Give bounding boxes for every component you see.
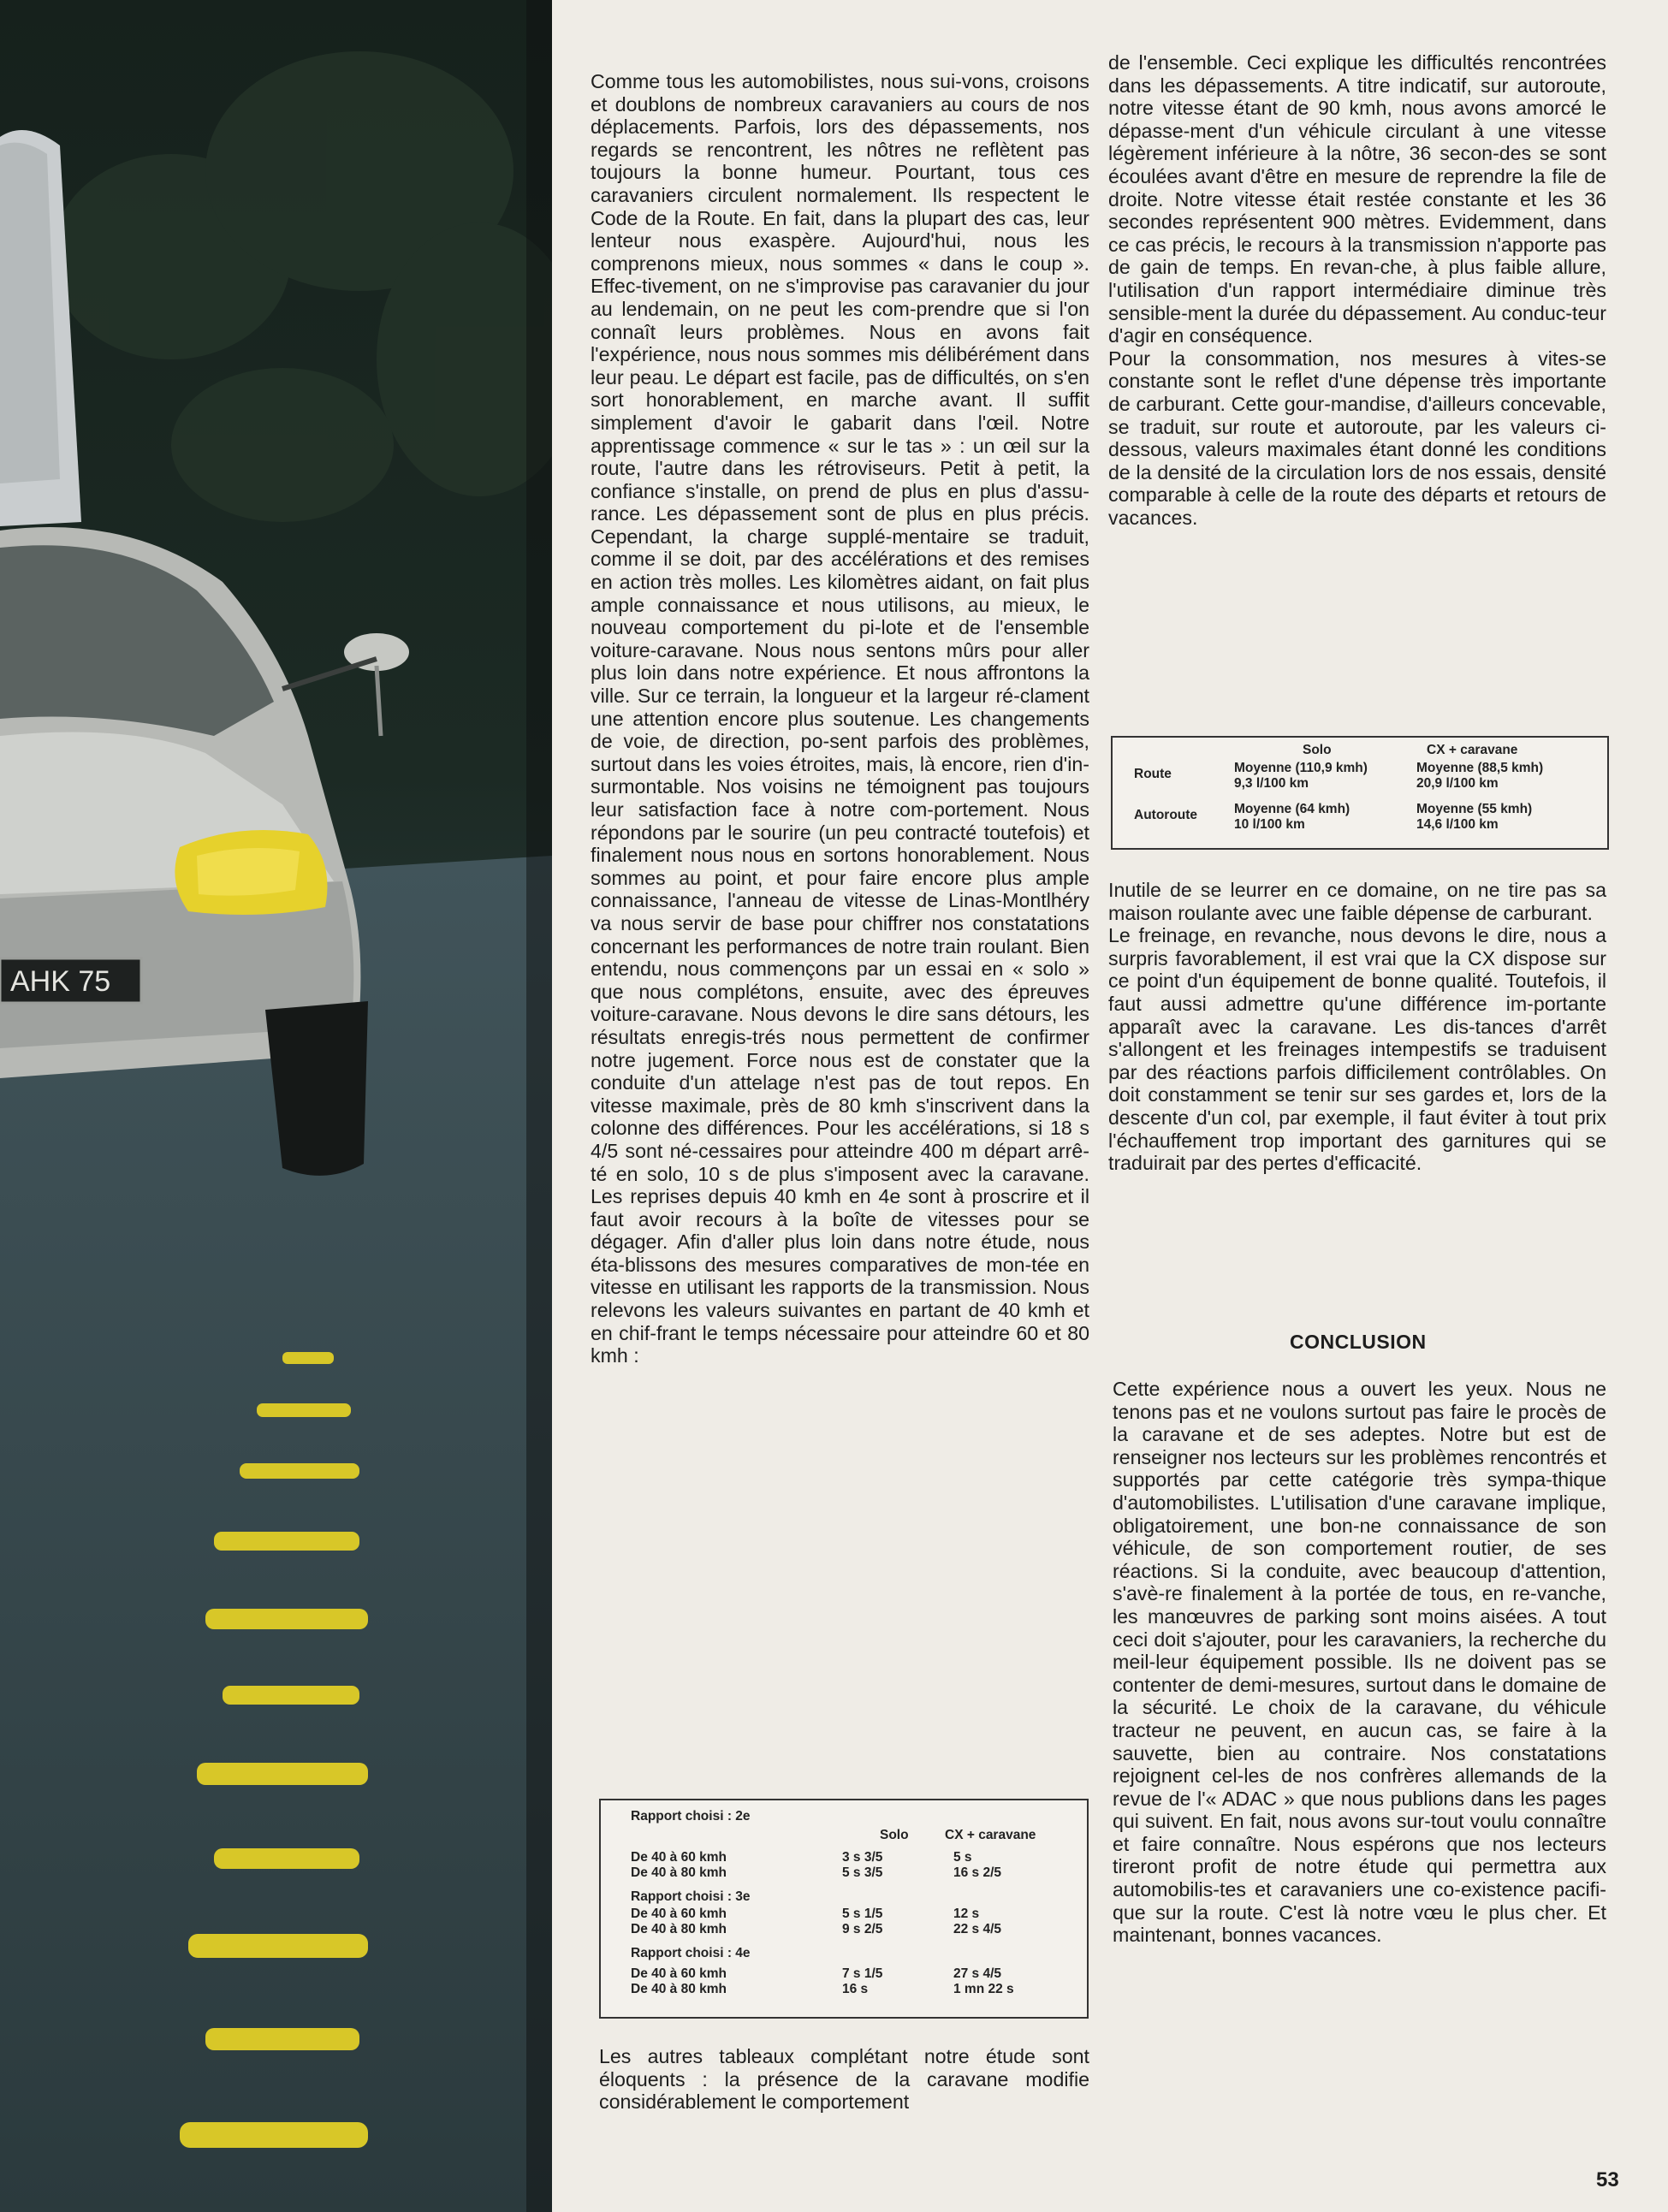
group-title: Rapport choisi : 4e [631,1946,751,1960]
row-label: De 40 à 60 kmh [631,1966,727,1981]
row-label: De 40 à 60 kmh [631,1907,727,1921]
row-solo: 3 s 3/5 [842,1850,883,1865]
row-cx: 16 s 2/5 [953,1865,1002,1880]
row-solo-consumption: 10 l/100 km [1234,817,1305,832]
article-paragraph: de l'ensemble. Ceci explique les difficultés rencontrées dans les dépassements. A titre indicatif, sur autoroute, notre vitesse étant de 90 kmh, nous avons amorcé le dépasse-ment d'un véhicule circulant à une vitesse légèrement inférieure à la nôtre, 36 secon-des se sont écoulées avant d'être en mesure de reprendre la file de droite. Notre vitesse était restée constante et les 36 secondes représentent 900 mètres. Evidemment, dans ce cas précis, le recours à la transmission n'apporte pas de gain de temps. En revan-che, à plus faible allure, l'utilisation d'un rapport intermédiaire diminue très sensible-ment la durée du dépassement. Au conduc-teur d'agir en conséquence. [1108,51,1606,347]
col-header-solo: Solo [880,1828,909,1842]
conclusion-heading: CONCLUSION [1290,1331,1427,1353]
row-solo: 5 s 3/5 [842,1865,883,1880]
row-solo: 5 s 1/5 [842,1907,883,1921]
row-label: De 40 à 80 kmh [631,1922,727,1936]
row-label: De 40 à 80 kmh [631,1982,727,1996]
row-solo: 9 s 2/5 [842,1922,883,1936]
row-solo: 7 s 1/5 [842,1966,883,1981]
article-paragraph: Inutile de se leurrer en ce domaine, on ne tire pas sa maison roulante avec une faible dépense de carburant. [1108,879,1606,924]
consumption-table [1111,736,1609,850]
car-caravan-photo [0,0,552,2212]
group-title: Rapport choisi : 3e [631,1889,751,1904]
article-right-column [1108,51,1606,529]
article-paragraph: Cette expérience nous a ouvert les yeux. Nous ne tenons pas et ne voulons surtout pas faire le procès de la caravane et de ses adeptes. Notre but est de renseigner nos lecteurs sur les problèmes rencontrés et supportés par cette catégorie très sympa-thique d'automobilistes. L'utilisation d'une caravane implique, obligatoirement, une bon-ne connaissance de son véhicule, de son comportement routier, de ses réactions. Si la conduite, avec beaucoup d'attention, s'avè-re finalement à la portée de tous, en re-vanche, les manœuvres de parking sont moins aisées. A tout ceci doit s'ajouter, pour les caravaniers, la recherche du meil-leur équipement possible. Ils ne doivent pas se contenter de demi-mesures, surtout dans le domaine de la sécurité. Le choix de la caravane, du véhicule tracteur ne peuvent, en aucun cas, se faire à la sauvette, bien au contraire. Nos constatations rejoignent cel-les de nos confrères allemands de la revue de l'« ADAC » que nous publions dans les pages qui suivent. En fait, nous avons sur-tout voulu connaître et faire connaître. Nous espérons que nos lecteurs tireront profit de notre étude qui permettra aux automobilis-tes et caravaniers une co-existence pacifi-que sur la route. C'est là notre vœu le plus cher. Et maintenant, bonnes vacances. [1113,1378,1606,1947]
group-title: Rapport choisi : 2e [631,1809,751,1824]
article-paragraph: Les autres tableaux complétant notre étude sont éloquents : la présence de la caravane modifie considérablement le comportement [599,2045,1089,2114]
col-header-cx: CX + caravane [945,1828,1036,1842]
row-cx: 5 s [953,1850,972,1865]
row-label: De 40 à 60 kmh [631,1850,727,1865]
article-paragraph: Pour la consommation, nos mesures à vites-se constante sont le reflet d'une dépense très importante de carburant. Cette gour-mandise, d'ailleurs concevable, se traduit, sur route et autoroute, par les valeurs ci-dessous, valeurs maximales étant donné les conditions de la densité de la circulation lors de nos essais, densité comparable à celle de la route des départs et retours de vacances. [1108,347,1606,529]
row-cx-speed: Moyenne (88,5 kmh) [1416,761,1544,775]
row-cx: 12 s [953,1907,980,1921]
row-cx-consumption: 14,6 l/100 km [1416,817,1499,832]
col-header-solo: Solo [1303,743,1332,757]
row-cx-speed: Moyenne (55 kmh) [1416,802,1533,816]
row-label: Route [1134,767,1172,781]
page-number: 53 [1596,2168,1619,2191]
article-left-column [591,70,1089,1367]
col-header-cx: CX + caravane [1427,743,1518,757]
row-solo-consumption: 9,3 l/100 km [1234,776,1309,791]
row-cx: 1 mn 22 s [953,1982,1014,1996]
article-right-column-2 [1108,879,1606,1175]
row-solo-speed: Moyenne (110,9 kmh) [1234,761,1368,775]
row-label: Autoroute [1134,808,1198,822]
row-cx-consumption: 20,9 l/100 km [1416,776,1499,791]
license-plate-text: AHK 75 [10,965,111,998]
row-solo: 16 s [842,1982,869,1996]
acceleration-table [599,1799,1089,2019]
article-left-after-table [599,2045,1089,2114]
row-cx: 27 s 4/5 [953,1966,1002,1981]
row-cx: 22 s 4/5 [953,1922,1002,1936]
row-label: De 40 à 80 kmh [631,1865,727,1880]
article-paragraph: Comme tous les automobilistes, nous sui-vons, croisons et doublons de nombreux caravaniers au cours de nos déplacements. Parfois, lors des dépassements, nos regards se rencontrent, les nôtres ne reflètent pas toujours la bonne humeur. Pourtant, tous ces caravaniers circulent normalement. Ils respectent le Code de la Route. En fait, dans la plupart des cas, leur lenteur nous exaspère. Aujourd'hui, nous les comprenons mieux, nous sommes « dans le coup ». Effec-tivement, on ne s'improvise pas caravanier du jour au lendemain, on ne peut les com-prendre que si l'on connaît leurs problèmes. Nous en avons fait l'expérience, nous nous sommes mis délibérément dans leur peau. Le départ est facile, pas de difficultés, on s'en sort honorablement, en marche avant. Il suffit simplement d'avoir le gabarit dans l'œil. Notre apprentissage commence « sur le tas » : un œil sur la route, l'autre dans les rétroviseurs. Petit à petit, la confiance s'installe, on prend de plus en plus d'assu-rance. Les dépassement sont de plus en plus précis. Cependant, la charge supplé-mentaire se traduit, comme il se doit, par des accélérations et des remises en action très molles. Les kilomètres aidant, on fait plus ample connaissance et nous utilisons, au mieux, le nouveau comportement du pi-lote et de l'ensemble voiture-caravane. Nous nous sentons mûrs pour aller plus loin dans notre expérience. Et nous affrontons la ville. Sur ce terrain, la longueur et la largeur ré-clament une attention encore plus soutenue. Les changements de voie, de direction, po-sent parfois des problèmes, surtout dans les voies étroites, mais, là encore, rien d'in-surmontable. Nos voisins ne témoignent pas toujours leur satisfaction face à notre com-portement. Nous répondons par le sourire (un peu contracté toutefois) et finalement nous nous en sortons honorablement. Nous sommes au point, et pour faire encore plus ample connaissance, l'anneau de vitesse de Linas-Montlhéry va nous servir de base pour chiffrer nos constatations concernant les performances de notre train roulant. Bien entendu, nous commençons par un essai en « solo » que nous complétons, ensuite, avec des épreuves voiture-caravane. Nous devons le dire sans détours, les résultats enregis-trés nous permettent de confirmer notre jugement. Force nous est de constater que la conduite d'un attelage n'est pas de tout repos. En vitesse maximale, près de 80 kmh s'inscrivent dans la colonne des différences. Pour les accélérations, si 18 s 4/5 sont né-cessaires pour atteindre 400 m départ arrê-té en solo, 10 s de plus s'imposent avec la caravane. Les reprises depuis 40 kmh en 4e sont à proscrire et il faut avoir recours à la boîte de vitesses pour se dégager. Afin d'aller plus loin dans notre étude, nous éta-blissons des mesures comparatives de mon-tée en vitesse en utilisant les rapports de la transmission. Nous relevons les valeurs suivantes en partant de 40 kmh et en chif-frant le temps nécessaire pour atteindre 60 et 80 kmh : [591,70,1089,1367]
row-solo-speed: Moyenne (64 kmh) [1234,802,1350,816]
article-conclusion [1113,1378,1606,1947]
article-page [552,0,1668,2212]
article-paragraph: Le freinage, en revanche, nous devons le dire, nous a surpris favorablement, il est vrai que la CX dispose sur ce point d'un équipement de bonne qualité. Toutefois, il faut aussi admettre qu'une différence im-portante apparaît avec la caravane. Les dis-tances d'arrêt s'allongent et les freinages intempestifs se traduisent par des réactions parfois difficilement contrôlables. On doit constamment se tenir sur ses gardes et, lors de la descente d'un col, par exemple, il faut éviter à tout prix l'échauffement trop important des garnitures qui se traduirait par des pertes d'efficacité. [1108,924,1606,1175]
